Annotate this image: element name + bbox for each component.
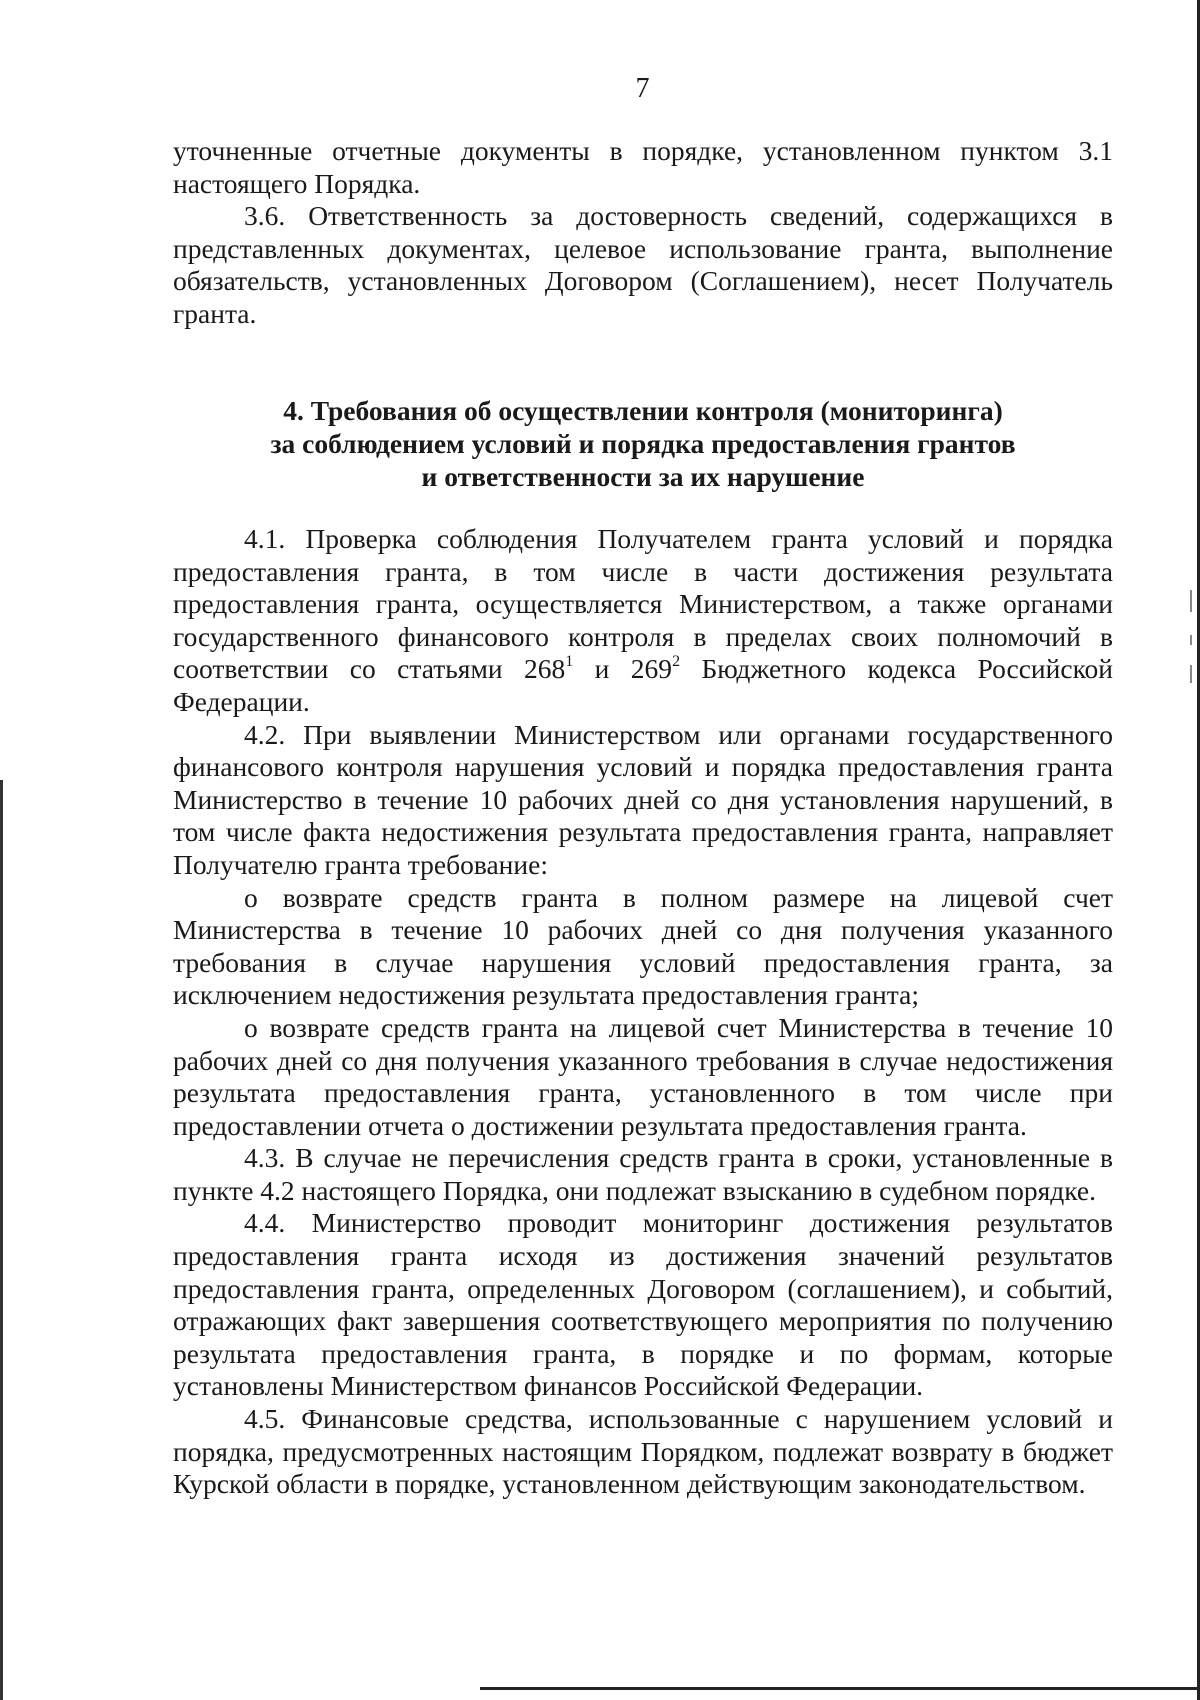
paragraph-4-1-part-a: 4.1. Проверка соблюдения Получателем гранта условий и порядка предоставления гранта, в том числе в части достижения результата предоставления гранта, осуществляется Министерством, а также органами государственного финансового контроля в пределах своих полномочий в соответствии со статьями 268 — [173, 523, 1113, 685]
section-body — [173, 523, 1113, 1501]
section-heading — [173, 394, 1113, 493]
top-text-block — [173, 135, 1113, 331]
paragraph-4-1 — [173, 523, 1113, 719]
paragraph-continuation: уточненные отчетные документы в порядке, установленном пунктом 3.1 настоящего Порядка. — [173, 135, 1113, 199]
scan-mark — [1190, 590, 1192, 612]
paragraph-4-1-part-b: и 269 — [573, 653, 673, 685]
section-heading-line-1: 4. Требования об осуществлении контроля (мониторинга) — [283, 395, 1003, 426]
paragraph-4-2: 4.2. При выявлении Министерством или органами государственного финансового контроля нарушения условий и порядка предоставления гранта Министерство в течение 10 рабочих дней со дня установления нарушений, в том числе факта недостижения результата предоставления гранта, направляет Получателю гранта требование: — [173, 718, 1113, 880]
paragraph-4-2-item-b: о возврате средств гранта на лицевой счет Министерства в течение 10 рабочих дней со дня получения указанного требования в случае недостижения результата предоставления гранта, установленного в том числе при предоставлении отчета о достижении результата предоставления гранта. — [173, 1011, 1113, 1141]
scan-edge-left — [0, 780, 3, 1700]
section-heading-line-2: за соблюдением условий и порядка предоставления грантов — [270, 428, 1016, 459]
footnote-marker-1: 1 — [565, 653, 574, 671]
paragraph-4-4: 4.4. Министерство проводит мониторинг достижения результатов предоставления гранта исходя из достижения значений результатов предоставления гранта, определенных Договором (соглашением), и событий, отражающих факт завершения соответствующего мероприятия по получению результата предоставления гранта, в порядке и по формам, которые установлены Министерством финансов Российской Федерации. — [173, 1207, 1113, 1402]
scan-mark — [1190, 665, 1192, 683]
footnote-marker-2: 2 — [672, 653, 681, 671]
paragraph-4-2-item-a: о возврате средств гранта в полном размере на лицевой счет Министерства в течение 10 рабочих дней со дня получения указанного требования в случае нарушения условий предоставления гранта, за исключением недостижения результата предоставления гранта; — [173, 881, 1113, 1011]
section-heading-line-3: и ответственности за их нарушение — [421, 461, 865, 492]
paragraph-4-1-part-c: Бюджетного кодекса Российской Федерации. — [173, 653, 1113, 717]
scan-mark — [1190, 635, 1192, 645]
page-number: 7 — [635, 73, 650, 104]
scan-edge-bottom — [480, 1687, 1200, 1690]
paragraph-3-6: 3.6. Ответственность за достоверность сведений, содержащихся в представленных документах, целевое использование гранта, выполнение обязательств, установленных Договором (Соглашением), несет Получатель гранта. — [173, 200, 1113, 329]
paragraph-4-3: 4.3. В случае не перечисления средств гранта в сроки, установленные в пункте 4.2 настоящего Порядка, они подлежат взысканию в судебном порядке. — [173, 1142, 1113, 1206]
paragraph-4-5: 4.5. Финансовые средства, использованные с нарушением условий и порядка, предусмотренных настоящим Порядком, подлежат возврату в бюджет Курской области в порядке, установленном действующим законодательством. — [173, 1403, 1113, 1500]
